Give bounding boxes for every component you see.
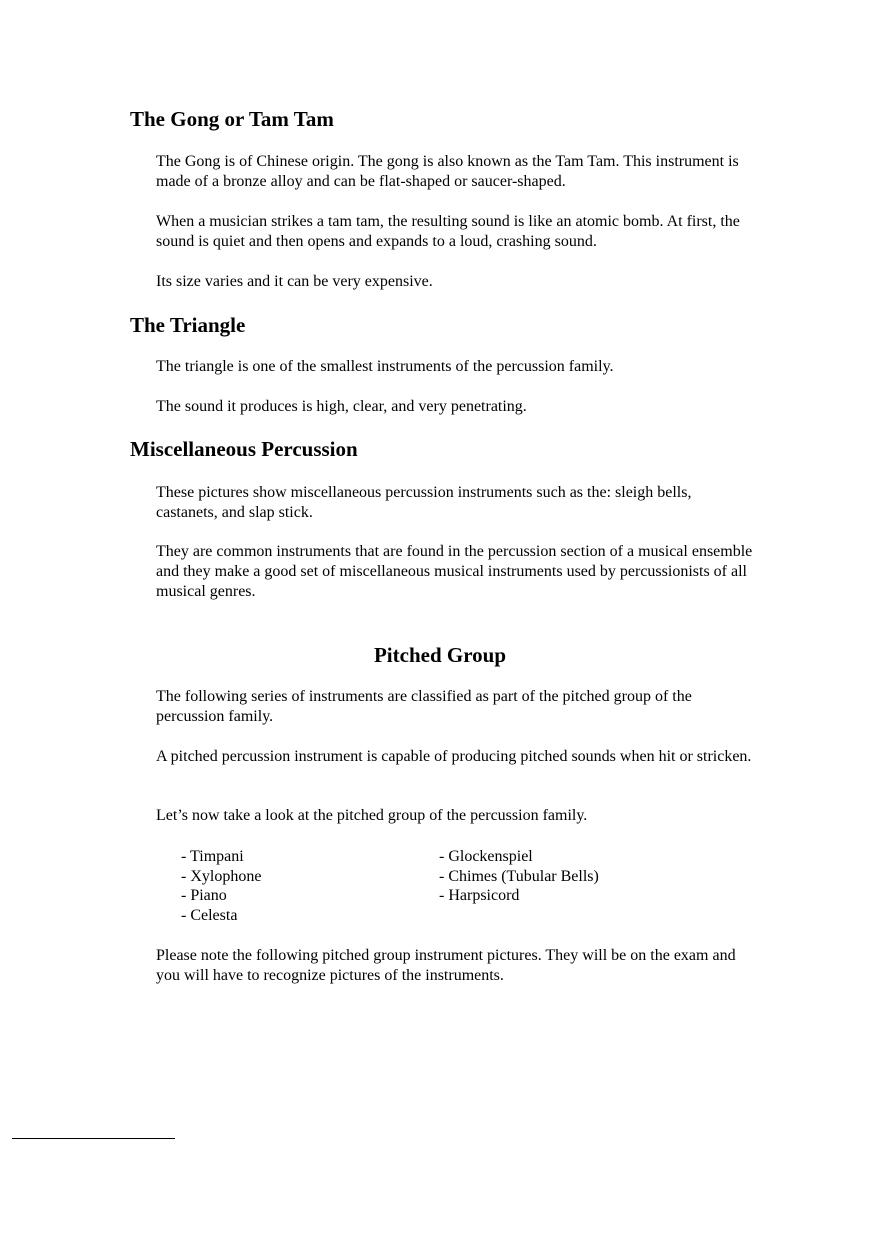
pitched-paragraph-exam-note: Please note the following pitched group instrument pictures. They will be on the exam and you will have to recognize pictures of the instruments. bbox=[156, 947, 736, 984]
gong-paragraph-origin: The Gong is of Chinese origin. The gong is also known as the Tam Tam. This instrument is made of a bronze alloy and can be flat-shaped or saucer-shaped. bbox=[156, 153, 739, 190]
pitched-paragraph-definition: A pitched percussion instrument is capable of producing pitched sounds when hit or stricken. bbox=[156, 748, 752, 765]
pitched-instrument-list-left bbox=[181, 847, 261, 925]
misc-heading: Miscellaneous Percussion bbox=[130, 437, 358, 461]
list-item: - Xylophone bbox=[181, 867, 262, 885]
gong-paragraph-sound: When a musician strikes a tam tam, the resulting sound is like an atomic bomb. At first, the sound is quiet and then opens and expands to a loud, crashing sound. bbox=[156, 213, 740, 250]
pitched-instrument-list-right bbox=[439, 847, 599, 906]
gong-paragraph-size: Its size varies and it can be very expensive. bbox=[156, 273, 433, 290]
triangle-paragraph-sound: The sound it produces is high, clear, and very penetrating. bbox=[156, 398, 527, 415]
list-item: - Celesta bbox=[181, 906, 238, 924]
list-item: - Chimes (Tubular Bells) bbox=[439, 867, 599, 885]
list-item: - Timpani bbox=[181, 848, 244, 865]
list-item: - Harpsicord bbox=[439, 887, 520, 904]
pitched-heading: Pitched Group bbox=[373, 643, 507, 667]
list-item: - Piano bbox=[181, 887, 227, 904]
footnote-divider bbox=[12, 1138, 175, 1139]
misc-paragraph-pictures: These pictures show miscellaneous percussion instruments such as the: sleigh bells, castanets, and slap stick. bbox=[156, 484, 692, 521]
pitched-paragraph-intro: Let’s now take a look at the pitched group of the percussion family. bbox=[156, 807, 588, 824]
list-item: - Glockenspiel bbox=[439, 848, 533, 865]
triangle-heading: The Triangle bbox=[130, 313, 246, 337]
triangle-paragraph-size: The triangle is one of the smallest instruments of the percussion family. bbox=[156, 358, 614, 375]
misc-paragraph-common: They are common instruments that are found in the percussion section of a musical ensemble and they make a good set of miscellaneous musical instruments used by percussionists of all musical genres. bbox=[156, 543, 753, 600]
pitched-paragraph-classified: The following series of instruments are classified as part of the pitched group of the percussion family. bbox=[156, 688, 692, 725]
gong-heading: The Gong or Tam Tam bbox=[130, 107, 334, 131]
